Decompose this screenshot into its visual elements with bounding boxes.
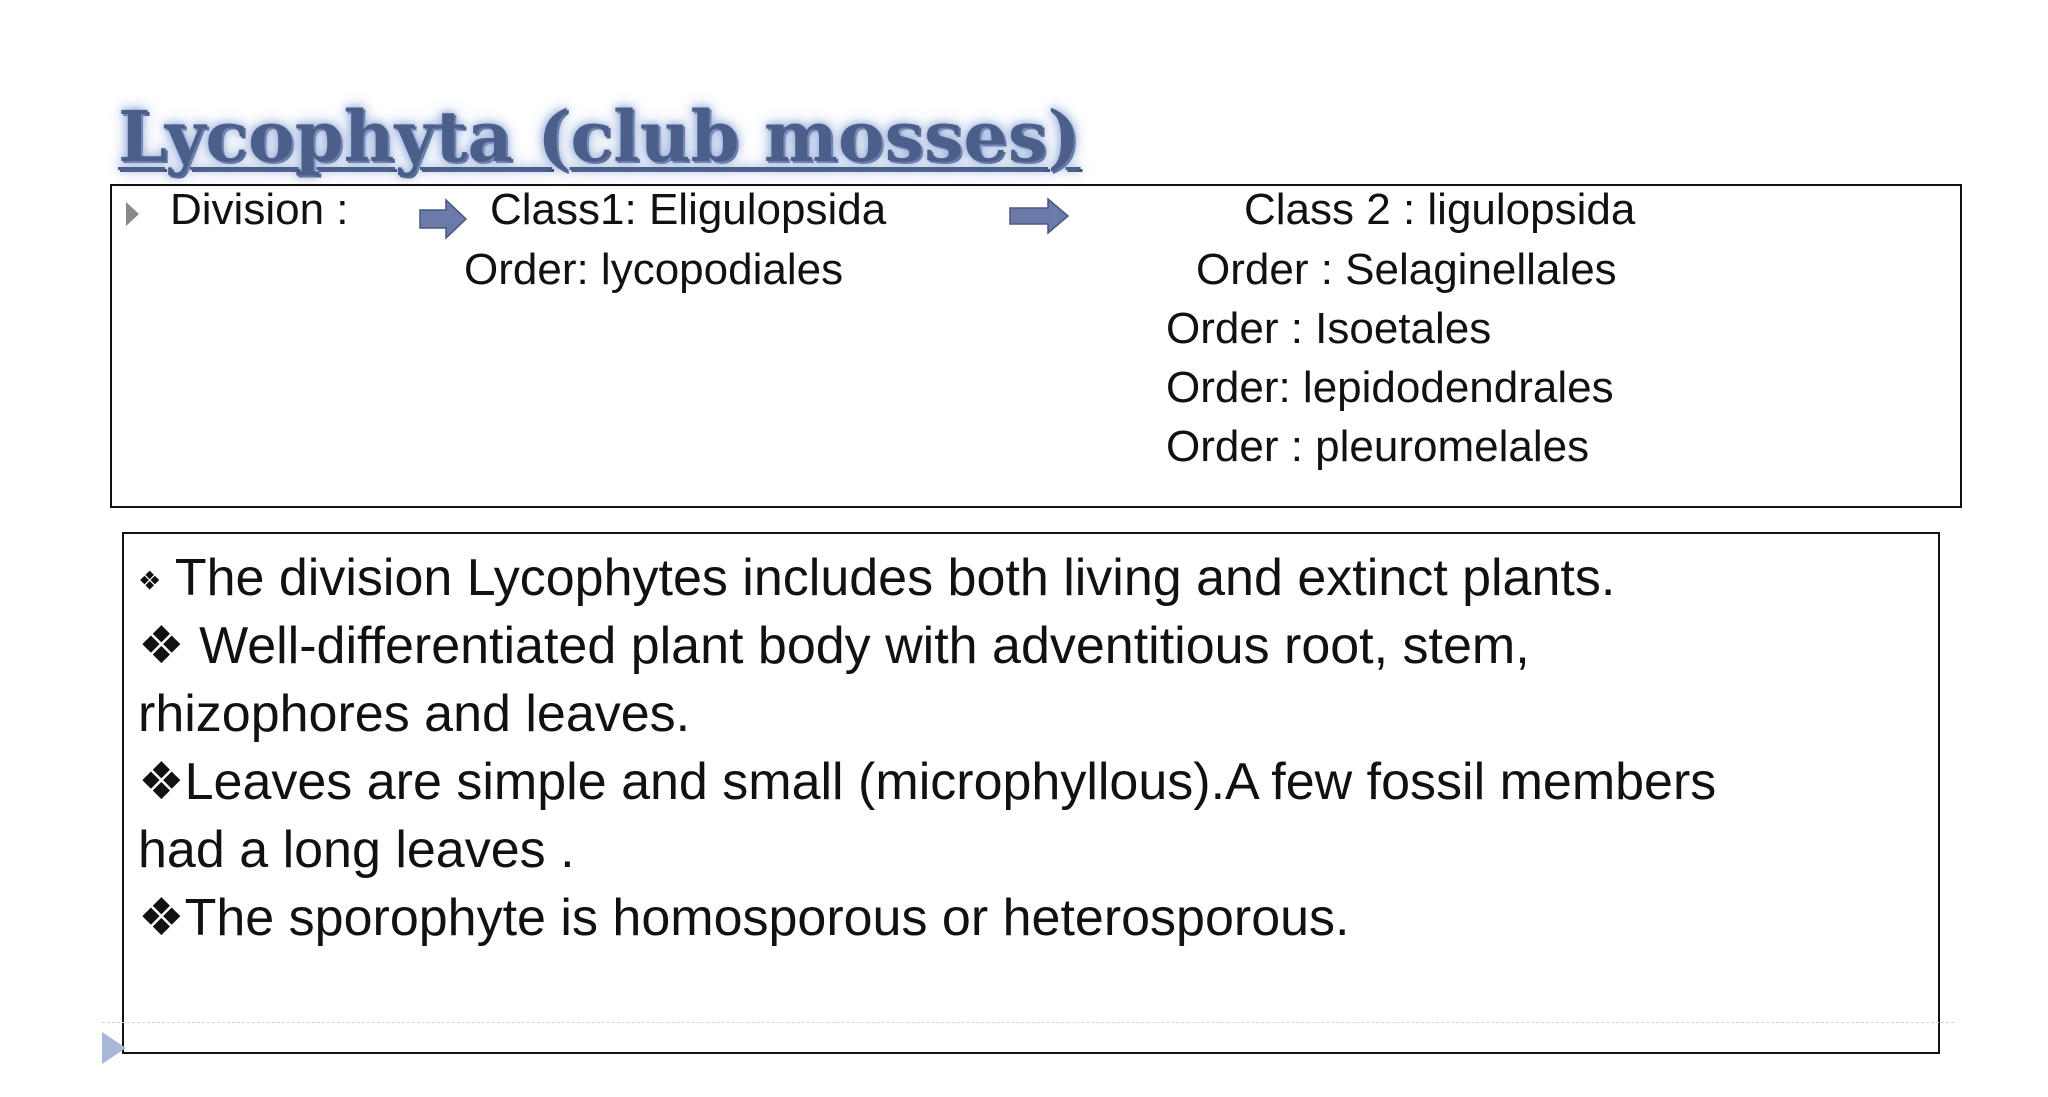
- class2-order-2: Order : Isoetales: [1166, 304, 1492, 353]
- description-line-2: ❖ Well-differentiated plant body with adventitious root, stem,: [138, 616, 1530, 676]
- class1-label: Class1: Eligulopsida: [490, 185, 887, 234]
- arrow-right-icon: [1008, 196, 1070, 236]
- class2-order-3: Order: lepidodendrales: [1166, 363, 1614, 412]
- class2-order-1: Order : Selaginellales: [1196, 245, 1617, 294]
- footer-triangle-icon: [102, 1032, 126, 1064]
- class1-order: Order: lycopodiales: [464, 245, 844, 294]
- bullet-diamond-icon: ❖: [138, 566, 162, 597]
- arrow-right-icon: [418, 196, 468, 242]
- division-label: Division :: [170, 185, 349, 234]
- class2-label: Class 2 : ligulopsida: [1244, 185, 1636, 234]
- slide-title: Lycophyta (club mosses): [118, 95, 1081, 178]
- description-line-5: had a long leaves .: [138, 821, 575, 879]
- footer-divider: [102, 1022, 1954, 1023]
- class2-order-4: Order : pleuromelales: [1166, 422, 1590, 471]
- description-line-1: ❖ The division Lycophytes includes both living and extinct plants.: [138, 549, 1616, 607]
- bullet-diamond-icon: ❖: [138, 752, 185, 812]
- description-line-6: ❖The sporophyte is homosporous or heterosporous.: [138, 888, 1350, 948]
- bullet-diamond-icon: ❖: [138, 888, 185, 948]
- bullet-triangle-icon: [126, 202, 139, 226]
- bullet-diamond-icon: ❖: [138, 616, 185, 676]
- description-line-3: rhizophores and leaves.: [138, 685, 691, 743]
- description-line-4: ❖Leaves are simple and small (microphyllous).A few fossil members: [138, 752, 1717, 812]
